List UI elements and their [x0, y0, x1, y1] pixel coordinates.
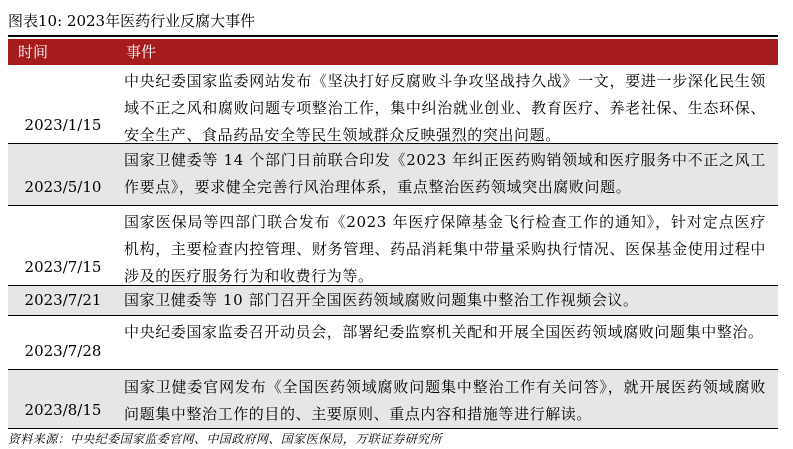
- table-row: [8, 286, 778, 316]
- figure-title: 图表10: 2023年医药行业反腐大事件: [8, 12, 256, 30]
- header-date: 时间: [18, 43, 49, 61]
- row-event: 中央纪委国家监委网站发布《坚决打好反腐败斗争攻坚战持久战》一文，要进一步深化民生领域不正之风和腐败问题专项整治工作，集中纠治就业创业、教育医疗、养老社保、生态环保、安全生产、食品药品安全等民生领域群众反映强烈的突出问题。: [124, 72, 766, 144]
- table-row: [8, 144, 778, 206]
- row-date: 2023/7/28: [24, 342, 102, 360]
- table-header: [8, 39, 778, 65]
- title-rule: [8, 35, 778, 37]
- table-row: [8, 316, 778, 370]
- row-date: 2023/7/21: [24, 291, 102, 309]
- row-event: 国家卫健委官网发布《全国医药领域腐败问题集中整治工作有关问答》，就开展医药领域腐败问题集中整治工作的目的、主要原则、重点内容和措施等进行解读。: [124, 378, 766, 423]
- row-date: 2023/5/10: [24, 178, 102, 196]
- row-event: 中央纪委国家监委召开动员会，部署纪委监察机关配和开展全国医药领域腐败问题集中整治。: [124, 323, 764, 341]
- table-row: [8, 370, 778, 428]
- row-event: 国家医保局等四部门联合发布《2023 年医疗保障基金飞行检查工作的通知》，针对定点医疗机构，主要检查内控管理、财务管理、药品消耗集中带量采购执行情况、医保基金使用过程中涉及的医疗服务行为和收费行为等。: [124, 213, 766, 285]
- row-date: 2023/7/15: [24, 258, 102, 276]
- source-note: 资料来源：中央纪委国家监委官网、中国政府网、国家医保局，万联证券研究所: [8, 432, 443, 446]
- row-event: 国家卫健委等 10 部门召开全国医药领域腐败问题集中整治工作视频会议。: [124, 291, 639, 309]
- row-event: 国家卫健委等 14 个部门日前联合印发《2023 年纠正医药购销领域和医疗服务中不正之风工作要点》，要求健全完善行风治理体系，重点整治医药领域突出腐败问题。: [124, 151, 766, 196]
- header-event: 事件: [126, 43, 157, 61]
- table-row: [8, 65, 778, 144]
- table-row: [8, 206, 778, 286]
- row-date: 2023/8/15: [24, 401, 102, 419]
- bottom-rule: [8, 428, 778, 429]
- row-date: 2023/1/15: [24, 116, 102, 134]
